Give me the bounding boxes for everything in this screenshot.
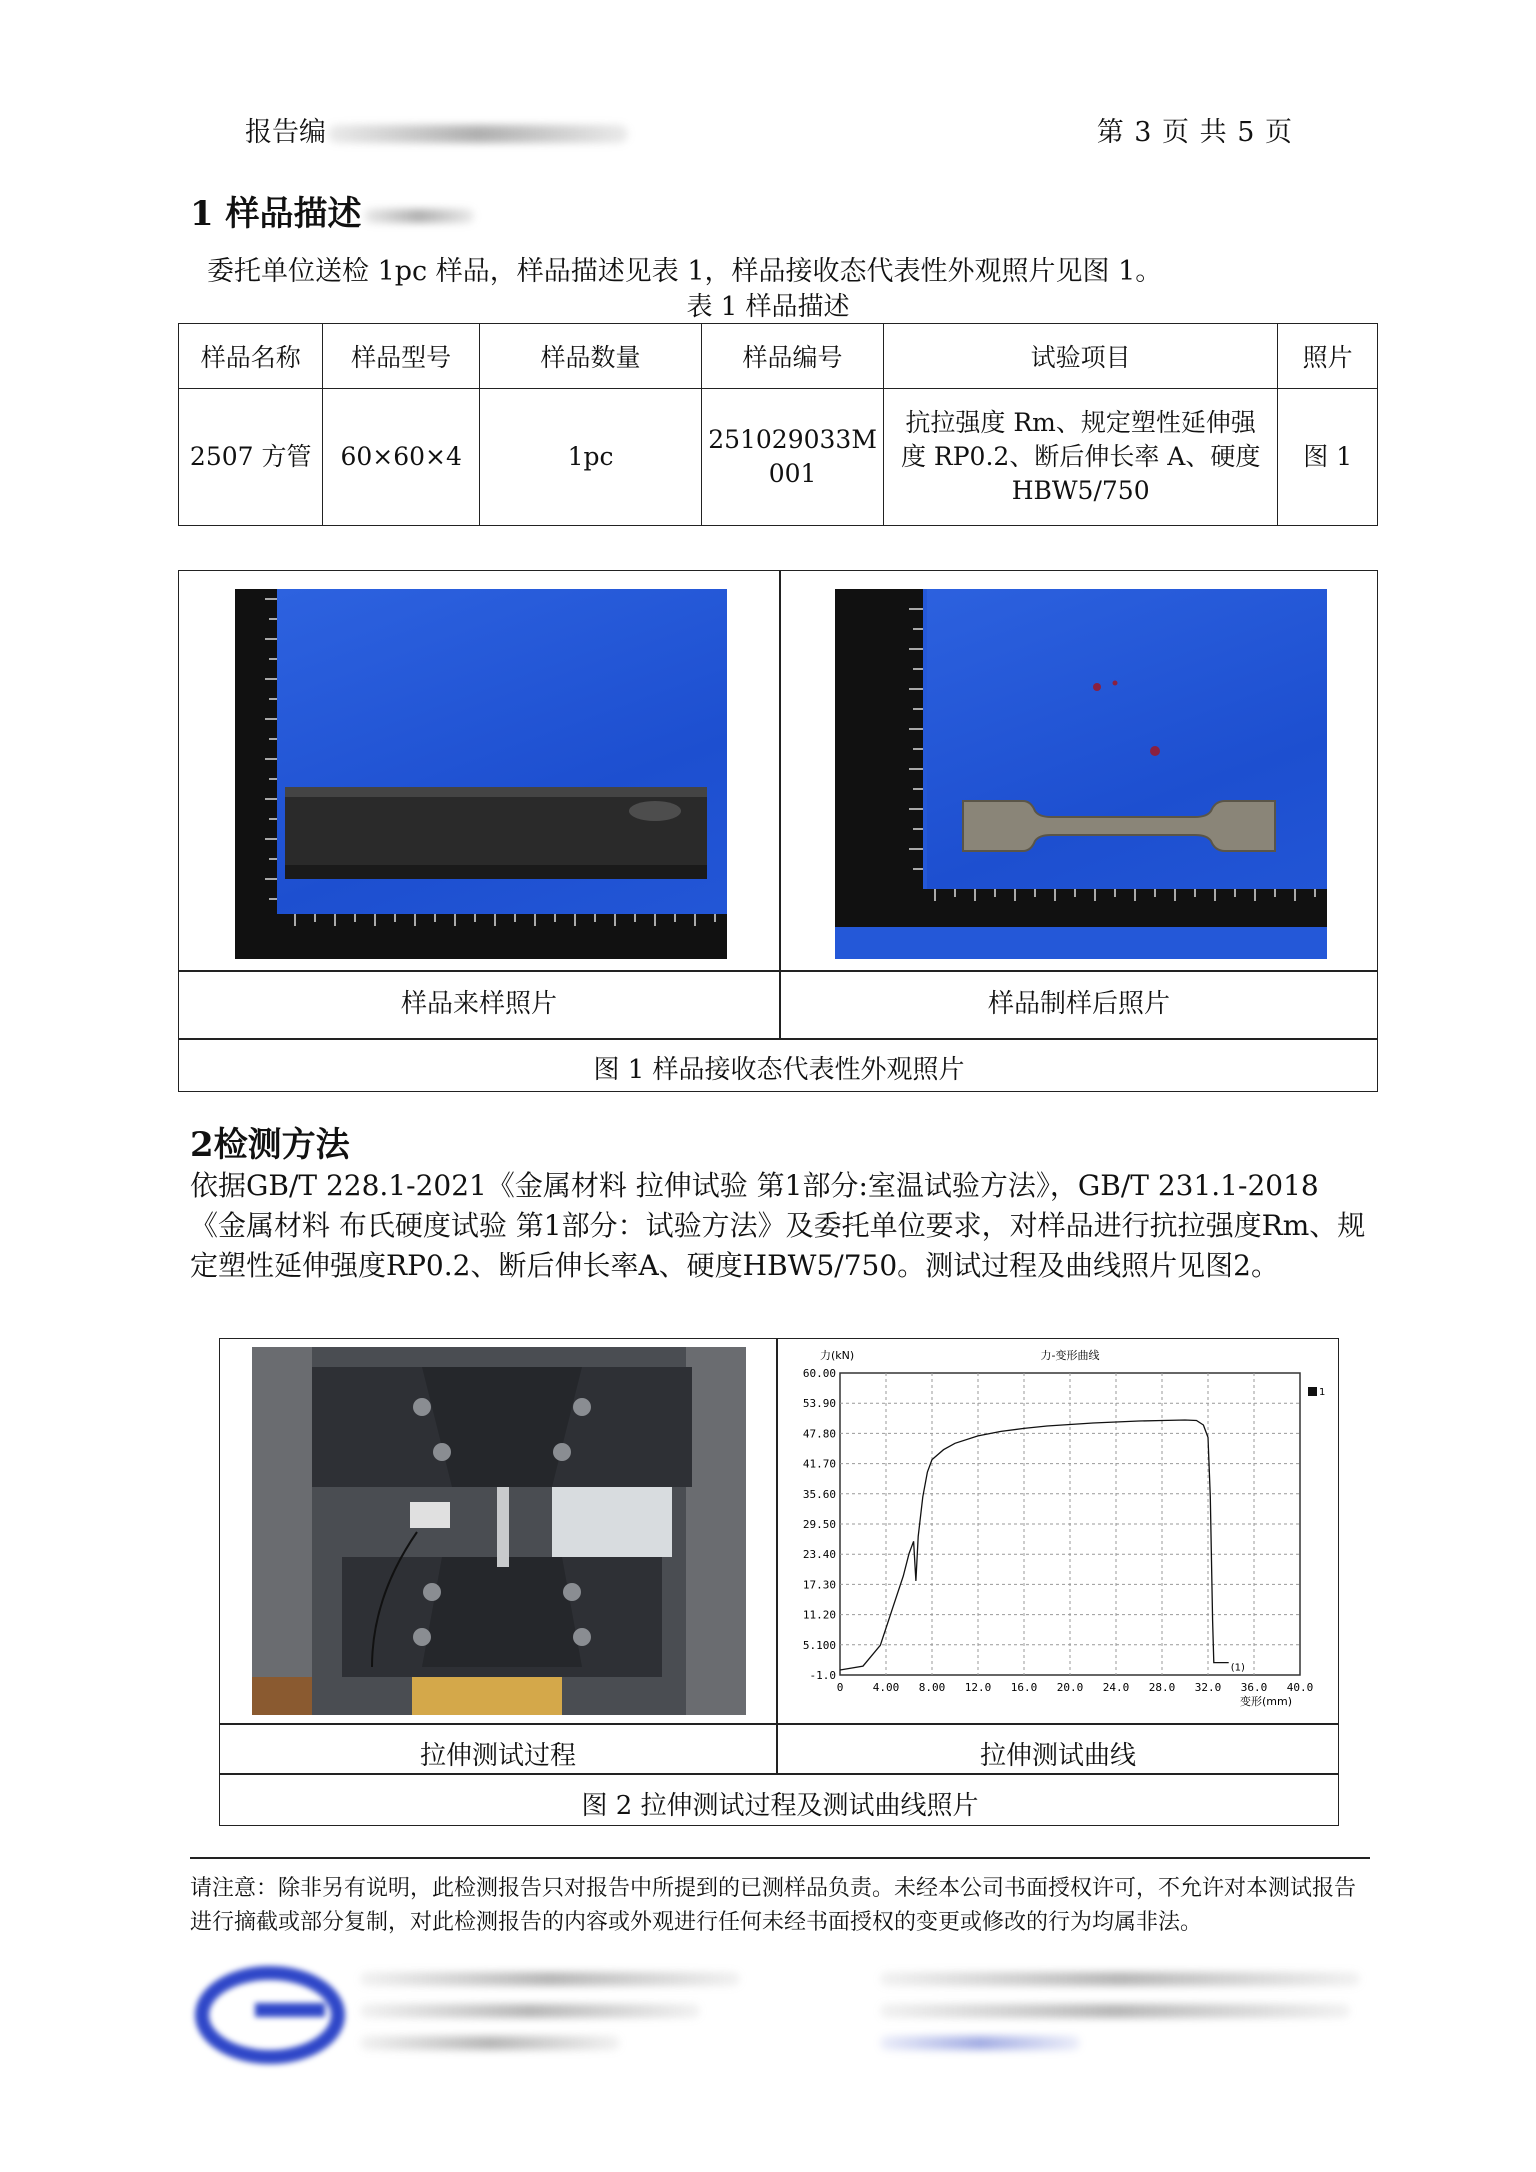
x-tick-label: 16.0 — [1010, 1681, 1038, 1694]
y-tick-label: 23.40 — [802, 1548, 836, 1562]
y-tick-label: 60.00 — [802, 1367, 836, 1380]
y-tick-label: 17.30 — [802, 1578, 836, 1592]
th-sample-name: 样品名称 — [179, 324, 323, 389]
figure2-caption: 图 2 拉伸测试过程及测试曲线照片 — [581, 1791, 979, 1821]
received-sample-photo — [235, 589, 727, 959]
y-tick-label: 11.20 — [802, 1608, 836, 1622]
test-items-line1: 抗拉强度 Rm、规定塑性延伸强 — [905, 408, 1256, 437]
y-tick-label: 53.90 — [802, 1397, 836, 1411]
cell-sample-model: 60×60×4 — [323, 389, 479, 526]
table-header-row — [179, 324, 1378, 389]
section1-title: 1 样品描述 — [190, 186, 474, 235]
force-deformation-chart — [782, 1339, 1334, 1719]
series-line-1 — [840, 1420, 1229, 1670]
x-tick-label: 36.0 — [1240, 1681, 1268, 1694]
table-row — [179, 389, 1378, 526]
machined-specimen-photo — [835, 589, 1327, 959]
figure2-right-caption: 拉伸测试曲线 — [979, 1741, 1136, 1771]
y-axis-label: 力(kN) — [820, 1349, 855, 1362]
figure1-box — [178, 570, 1378, 1092]
x-tick-label: 20.0 — [1056, 1681, 1084, 1694]
legend-swatch — [1308, 1387, 1317, 1396]
table1-caption: 表 1 样品描述 — [686, 292, 850, 322]
th-test-items: 试验项目 — [883, 324, 1277, 389]
x-tick-label: 8.00 — [918, 1681, 946, 1694]
report-number-label: 报告编 — [245, 110, 628, 149]
y-tick-label: 41.70 — [802, 1457, 836, 1471]
redacted-footer-line — [360, 2004, 700, 2018]
legend-entry: 1 — [1319, 1387, 1326, 1398]
chart-title: 力-变形曲线 — [1040, 1349, 1100, 1362]
th-sample-model: 样品型号 — [323, 324, 479, 389]
sample-code-line1: 251029033M — [708, 425, 877, 454]
redacted-title-suffix — [364, 209, 474, 223]
figure2-box — [219, 1338, 1339, 1826]
test-items-line2: 度 RP0.2、断后伸长率 A、硬度 — [900, 442, 1261, 471]
redacted-footer-line — [880, 2004, 1350, 2018]
figure1-left-caption: 样品来样照片 — [400, 989, 557, 1019]
redacted-report-number — [328, 125, 628, 143]
figure1-caption: 图 1 样品接收态代表性外观照片 — [593, 1055, 965, 1085]
redacted-footer-line — [880, 2036, 1080, 2050]
redacted-footer-line — [360, 2036, 620, 2050]
cell-sample-qty: 1pc — [479, 389, 701, 526]
x-tick-label: 40.0 — [1286, 1681, 1314, 1694]
cell-sample-code — [702, 389, 884, 526]
test-items-line3: HBW5/750 — [1011, 476, 1150, 505]
sample-description-table — [178, 323, 1378, 526]
x-axis-label: 变形(mm) — [1240, 1695, 1293, 1708]
footer-divider — [190, 1857, 1370, 1859]
x-tick-label: 12.0 — [964, 1681, 992, 1694]
cell-test-items — [883, 389, 1277, 526]
x-tick-label: 28.0 — [1148, 1681, 1176, 1694]
y-tick-label: 35.60 — [802, 1487, 836, 1501]
legal-notice: 请注意：除非另有说明，此检测报告只对报告中所提到的已测样品负责。未经本公司书面授权许可，不允许对本测试报告进行摘截或部分复制，对此检测报告的内容或外观进行任何未经书面授权的变更或修改的行为均属非法。 — [190, 1876, 1357, 1935]
cell-photo-ref: 图 1 — [1278, 389, 1378, 526]
x-tick-label: 0 — [836, 1681, 844, 1694]
y-tick-label: 5.100 — [802, 1638, 836, 1652]
method-paragraph: 依据GB/T 228.1-2021《金属材料 拉伸试验 第1部分:室温试验方法》，GB/T 231.1-2018《金属材料 布氏硬度试验 第1部分：试验方法》及委托单位要求，对样品进行抗拉强度Rm、规定塑性延伸强度RP0.2、断后伸长率A、硬度HBW5/750。测试过程及曲线照片见图2。 — [190, 1169, 1366, 1282]
section2-title: 2检测方法 — [190, 1125, 350, 1165]
y-tick-label: -1.0 — [809, 1669, 836, 1682]
page-info: 第 3 页 共 5 页 — [1096, 117, 1293, 148]
tensile-test-photo — [252, 1347, 746, 1715]
y-tick-label: 47.80 — [802, 1427, 836, 1441]
redacted-footer-line — [880, 1972, 1360, 1986]
company-logo — [195, 1955, 345, 2065]
x-tick-label: 4.00 — [872, 1681, 900, 1694]
th-sample-code: 样品编号 — [702, 324, 884, 389]
cell-sample-name: 2507 方管 — [179, 389, 323, 526]
x-tick-label: 24.0 — [1102, 1681, 1130, 1694]
th-photo: 照片 — [1278, 324, 1378, 389]
figure1-right-caption: 样品制样后照片 — [987, 989, 1170, 1019]
y-tick-label: 29.50 — [802, 1518, 836, 1531]
section1-intro: 委托单位送检 1pc 样品，样品描述见表 1，样品接收态代表性外观照片见图 1。 — [207, 256, 1163, 287]
redacted-footer-line — [360, 1972, 740, 1986]
th-sample-qty: 样品数量 — [479, 324, 701, 389]
figure2-left-caption: 拉伸测试过程 — [419, 1741, 576, 1771]
curve-end-label: (1) — [1230, 1662, 1245, 1674]
x-tick-label: 32.0 — [1194, 1681, 1222, 1694]
sample-code-line2: 001 — [768, 459, 817, 488]
